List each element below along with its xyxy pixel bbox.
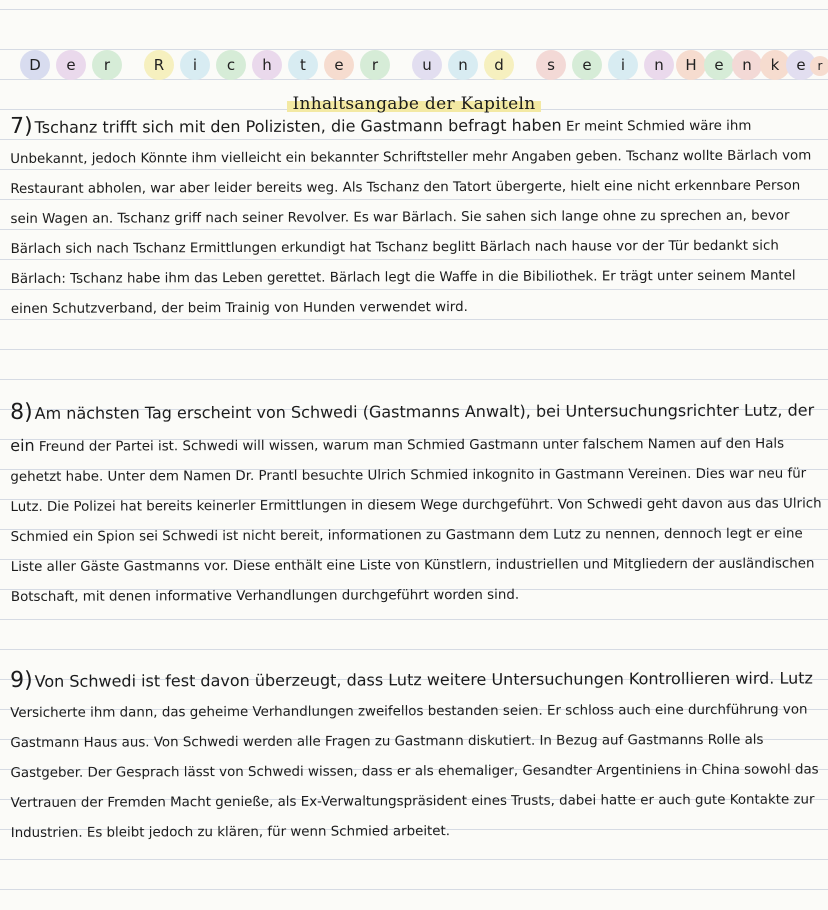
title-letter-bubbles — [14, 50, 823, 86]
title-letter: u — [412, 50, 442, 80]
title-letter: r — [360, 50, 390, 80]
chapter-number: 9) — [10, 667, 33, 693]
title-letter: h — [252, 50, 282, 80]
title-letter: n — [448, 50, 478, 80]
title-letter: e — [324, 50, 354, 80]
title-letter: R — [144, 50, 174, 80]
title-letter: e — [786, 50, 816, 80]
chapter-number: 8) — [10, 399, 33, 425]
title-letter: H — [676, 50, 706, 80]
title-letter: n — [732, 50, 762, 80]
title-letter: i — [180, 50, 210, 80]
title-letter: i — [608, 50, 638, 80]
chapter-first-line: Tschanz trifft sich mit den Polizisten, die Gastmann befragt haben — [34, 115, 562, 137]
chapter-7-summary — [10, 108, 823, 325]
chapter-9-summary — [10, 662, 823, 849]
title-letter: e — [704, 50, 734, 80]
chapter-text: Versicherte ihm dann, das geheime Verhandlungen zweifellos bestanden seien. Er schloss auch eine durchführung von Gastmann Haus aus. Von Schwedi werden alle Fragen zu Gastmann diskutiert. In Bezug auf Gastmanns Rolle als Gastgeber. Der Gesprach lässt von Schwedi wissen, dass er als ehemaliger, Gesandter Argentiniens in China sowohl das Vertrauen der Fremden Macht genieße, als Ex-Verwaltungspräsident eines Trusts, dabei hatte er auch gute Kontakte zur Industrien. Es bleibt jedoch zu klären, für wenn Schmied arbeitet. — [10, 702, 819, 841]
title-letter: c — [216, 50, 246, 80]
chapter-text: Freund der Partei ist. Schwedi will wissen, warum man Schmied Gastmann unter falschem Namen auf den Hals gehetzt habe. Unter dem Namen Dr. Prantl besuchte Ulrich Schmied inkognito in Gastmann Vereinen. Dies war neu für Lutz. Die Polizei hat bereits keinerler Ermittlungen in diesem Wege durchgeführt. Von Schwedi geht davon aus das Ulrich Schmied ein Spion sei Schwedi ist nicht bereit, informationen zu Gastmann dem Lutz zu nennen, dennoch legt er eine Liste aller Gäste Gastmanns vor. Diese enthält eine Liste von Künstlern, industriellen und Mitgliedern der ausländischen Botschaft, mit denen informative Verhandlungen durchgeführt worden sind. — [10, 436, 822, 605]
title-letter: e — [56, 50, 86, 80]
title-letter: s — [536, 50, 566, 80]
title-letter: r — [810, 56, 828, 76]
chapter-number: 7) — [10, 113, 33, 139]
title-letter: e — [572, 50, 602, 80]
chapter-text: Er meint Schmied wäre ihm Unbekannt, jedoch Könnte ihm vielleicht ein bekannter Schriftsteller mehr Angaben geben. Tschanz wollte Bärlach vom Restaurant abholen, war aber leider bereits weg. Als Tschanz den Tatort übergerte, hielt eine nicht erkennbare Person sein Wagen an. Tschanz griff nach seiner Revolver. Es war Bärlach. Sie sahen sich lange ohne zu sprechen an, bevor Bärlach sich nach Tschanz Ermittlungen erkundigt hat Tschanz beglitt Bärlach nach hause vor der Tür bedankt sich Bärlach: Tschanz habe ihm das Leben gerettet. Bärlach legt die Waffe in die Bibiliothek. Er trägt unter seinem Mantel einen Schutzverband, der beim Trainig von Hunden verwendet wird. — [10, 118, 812, 317]
chapter-first-line: Von Schwedi ist fest davon überzeugt, dass Lutz weitere Untersuchungen Kontrollieren wird. Lutz — [34, 668, 813, 691]
title-letter: r — [92, 50, 122, 80]
heading-text: Inhaltsangabe der Kapiteln — [287, 94, 542, 114]
title-letter: d — [484, 50, 514, 80]
chapter-8-summary — [10, 394, 823, 613]
title-letter: n — [644, 50, 674, 80]
title-letter: D — [20, 50, 50, 80]
title-letter: k — [760, 50, 790, 80]
title-letter: t — [288, 50, 318, 80]
chapter-first-line: Am nächsten Tag erscheint von Schwedi (Gastmanns Anwalt), bei Untersuchungsrichter Lutz, der ein — [10, 400, 815, 455]
